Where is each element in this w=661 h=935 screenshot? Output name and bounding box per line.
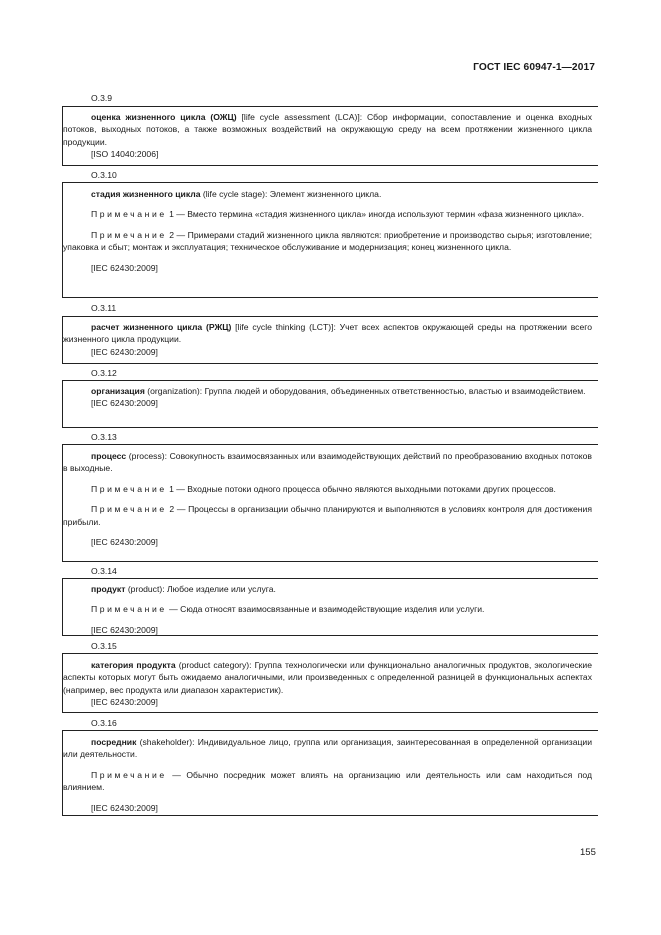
term: продукт (91, 584, 126, 594)
source-reference: [IEC 62430:2009] (91, 697, 158, 708)
clause-number: О.3.16 (91, 718, 117, 728)
definition-box (62, 730, 598, 816)
clause-number: О.3.14 (91, 566, 117, 576)
clause-number: О.3.12 (91, 368, 117, 378)
note-text: Примечание 2 — Примерами стадий жизненного цикла являются: приобретение и производство сырья; изготовление; упаковка и сбыт; монтаж и эксплуатация; техническое обслуживание и модернизация; конец жизненного цикла. (63, 229, 592, 253)
definition-text: продукт (product): Любое изделие или услуга. (91, 584, 276, 594)
clause-number: О.3.13 (91, 432, 117, 442)
definition-text: процесс (process): Совокупность взаимосвязанных или взаимодействующих действий по преобразованию входных потоков в выходные. (63, 451, 592, 474)
term: категория продукта (91, 660, 176, 670)
term: оценка жизненного цикла (ОЖЦ) (91, 112, 237, 122)
term: стадия жизненного цикла (91, 189, 201, 199)
definition-text: стадия жизненного цикла (life cycle stage): Элемент жизненного цикла. (91, 189, 382, 199)
definition-box (62, 653, 598, 713)
definition-text: оценка жизненного цикла (ОЖЦ) [life cycle assessment (LCA)]: Сбор информации, сопоставление и оценка входных потоков, выходных потоков, а также возможных воздействий на окружающую среду на всем протяжении жизненного цикла продукции. (63, 112, 592, 147)
definition-box (62, 578, 598, 636)
definition-box (62, 444, 598, 562)
definition-box (62, 380, 598, 428)
document-header: ГОСТ IEC 60947-1—2017 (473, 62, 595, 73)
definition-text: расчет жизненного цикла (РЖЦ) [life cycle thinking (LCT)]: Учет всех аспектов окружающей среды на протяжении всего жизненного цикла продукции. (63, 322, 592, 345)
source-reference: [IEC 62430:2009] (91, 262, 158, 273)
definition-text: категория продукта (product category): Группа технологически или функционально аналогичных продуктов, экологические аспекты которых могут быть ожидаемо аналогичными, или произведенных с определенной разницей в функциональных аспектах (например, вес продукта или диапазон характеристик). (63, 660, 592, 695)
clause-number: О.3.15 (91, 641, 117, 651)
note-text: Примечание — Обычно посредник может влиять на организацию или деятельность или сам находиться под влиянием. (63, 769, 592, 793)
source-reference: [IEC 62430:2009] (91, 624, 158, 635)
source-reference: [IEC 62430:2009] (91, 802, 158, 813)
definition-text: посредник (shakeholder): Индивидуальное лицо, группа или организация, заинтересованная в определенной организации или деятельности. (63, 737, 592, 760)
note-text: Примечание 2 — Процессы в организации обычно планируются и выполняются в условиях контроля для достижения прибыли. (63, 504, 592, 527)
definition-box (62, 316, 598, 364)
definition-box (62, 182, 598, 298)
page-number: 155 (580, 847, 596, 858)
clause-number: О.3.9 (91, 93, 113, 103)
source-reference: [IEC 62430:2009] (91, 398, 158, 409)
term: процесс (91, 451, 127, 461)
clause-number: О.3.11 (91, 303, 117, 313)
definition-text: организация (organization): Группа людей и оборудования, объединенных ответственностью, властью и взаимодействием. (91, 386, 586, 396)
term: расчет жизненного цикла (РЖЦ) (91, 322, 232, 332)
note-text: Примечание 1 — Вместо термина «стадия жизненного цикла» иногда используют термин «фаза жизненного цикла». (91, 209, 585, 220)
source-reference: [IEC 62430:2009] (91, 346, 158, 357)
source-reference: [ISO 14040:2006] (91, 149, 159, 160)
clause-number: О.3.10 (91, 170, 117, 180)
note-text: Примечание — Сюда относят взаимосвязанные и взаимодействующие изделия или услуги. (91, 604, 485, 615)
definition-box (62, 106, 598, 166)
source-reference: [IEC 62430:2009] (91, 537, 158, 548)
note-text: Примечание 1 — Входные потоки одного процесса обычно являются выходными потоками других процессов. (91, 483, 556, 494)
term: посредник (91, 737, 137, 747)
term: организация (91, 386, 145, 396)
